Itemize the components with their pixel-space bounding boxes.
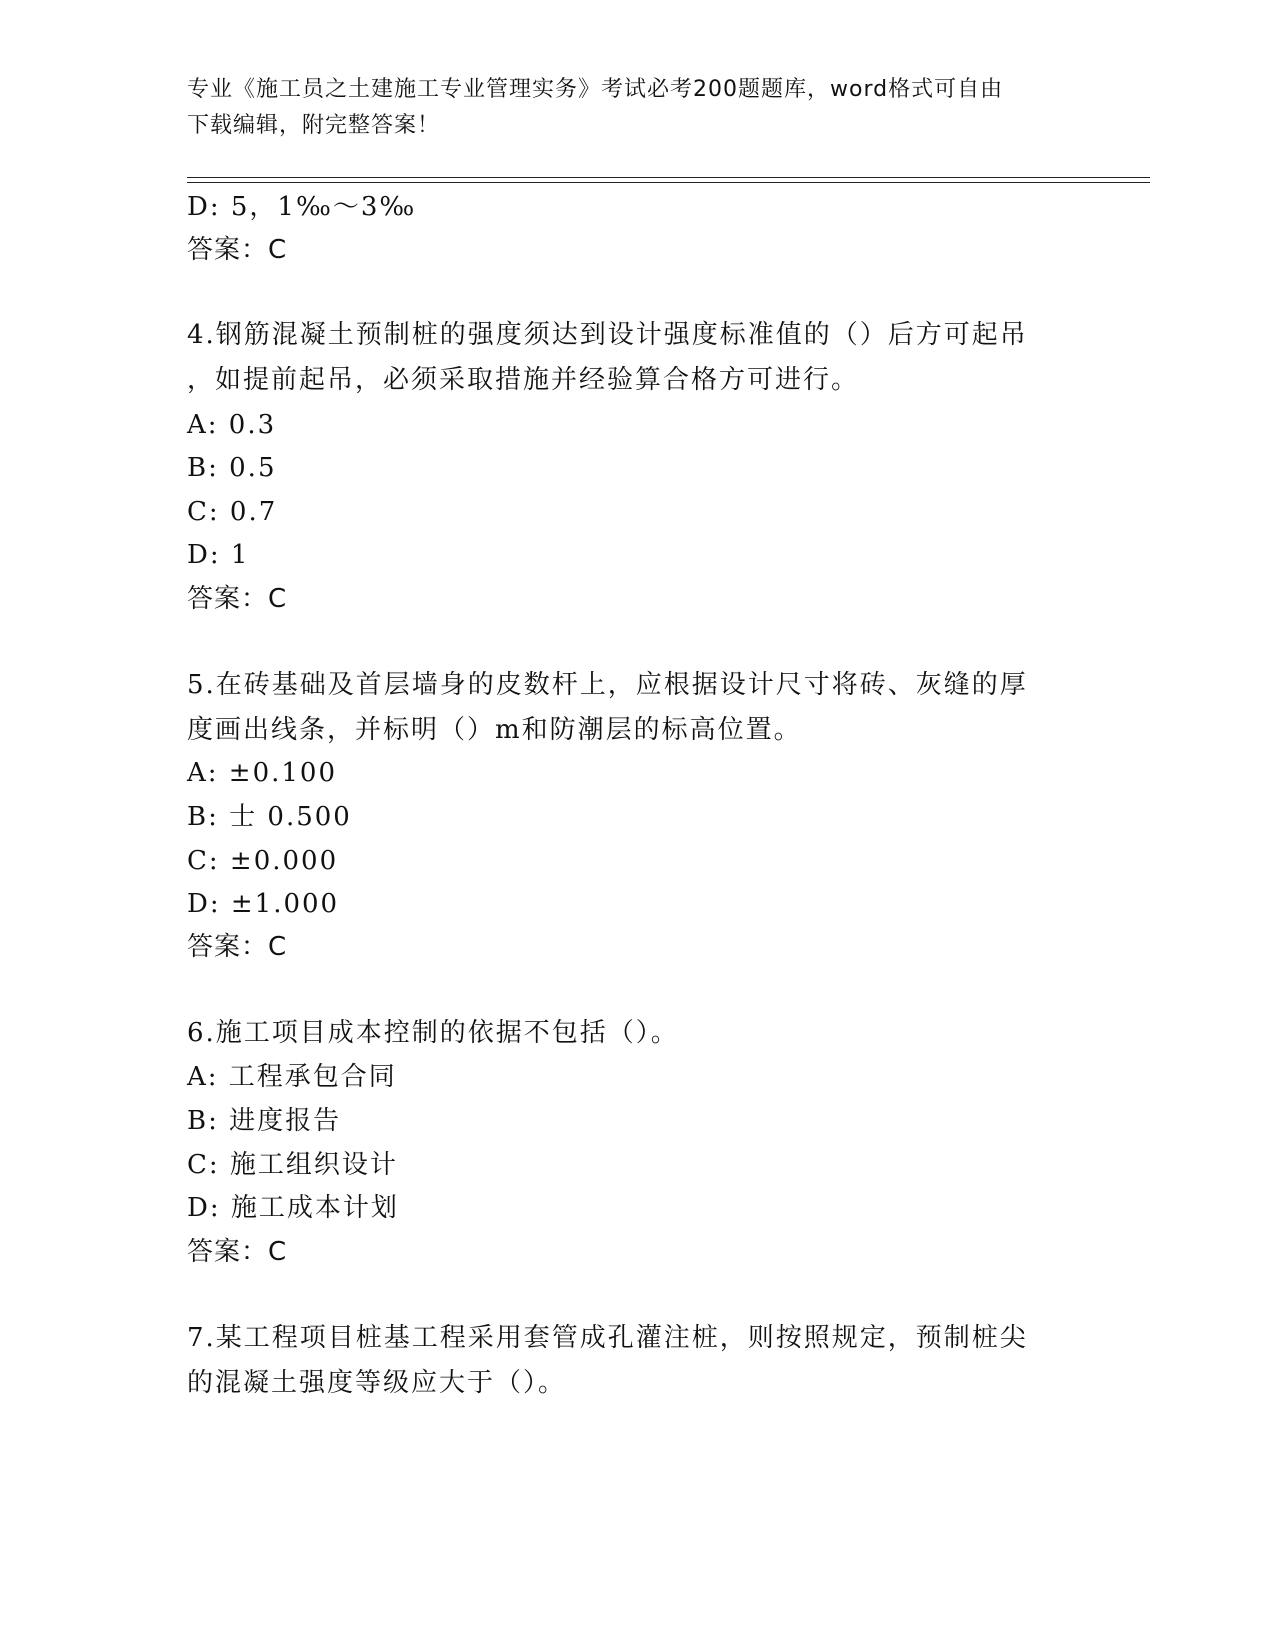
header-line-2: 下载编辑，附完整答案！ [187, 113, 441, 138]
option-c: C: ±0.000 [187, 846, 339, 876]
option-d: D: 1 [187, 540, 250, 570]
option-d: D: 5，1‰～3‰ [187, 192, 417, 222]
page-header [187, 72, 1067, 144]
answer: 答案：C [187, 584, 288, 614]
answer: 答案：C [187, 235, 288, 265]
question-4-line-1: 4.钢筋混凝土预制桩的强度须达到设计强度标准值的（）后方可起吊 [187, 320, 1028, 350]
header-rule-top [187, 177, 1150, 178]
option-a: A: ±0.100 [187, 758, 338, 788]
option-a: A: 0.3 [187, 410, 277, 440]
option-b: B: 士 0.500 [187, 802, 352, 832]
option-b: B: 0.5 [187, 453, 277, 483]
answer: 答案：C [187, 1237, 288, 1267]
header-rule-bottom [187, 182, 1150, 183]
option-c: C: 0.7 [187, 497, 278, 527]
question-7-line-2: 的混凝土强度等级应大于（）。 [187, 1368, 567, 1398]
answer: 答案：C [187, 932, 288, 962]
header-line-1: 专业《施工员之土建施工专业管理实务》考试必考200题题库，word格式可自由 [187, 77, 1004, 102]
option-b: B: 进度报告 [187, 1106, 342, 1136]
question-7-line-1: 7.某工程项目桩基工程采用套管成孔灌注桩，则按照规定，预制桩尖 [187, 1323, 1028, 1353]
question-6-line-1: 6.施工项目成本控制的依据不包括（）。 [187, 1018, 679, 1048]
question-5-line-2: 度画出线条，并标明（）m和防潮层的标高位置。 [187, 715, 802, 745]
option-c: C: 施工组织设计 [187, 1150, 398, 1180]
question-4-line-2: ，如提前起吊，必须采取措施并经验算合格方可进行。 [187, 365, 860, 395]
option-d: D: 施工成本计划 [187, 1193, 399, 1223]
option-a: A: 工程承包合同 [187, 1062, 397, 1092]
question-5-line-1: 5.在砖基础及首层墙身的皮数杆上，应根据设计尺寸将砖、灰缝的厚 [187, 670, 1028, 700]
option-d: D: ±1.000 [187, 889, 340, 919]
